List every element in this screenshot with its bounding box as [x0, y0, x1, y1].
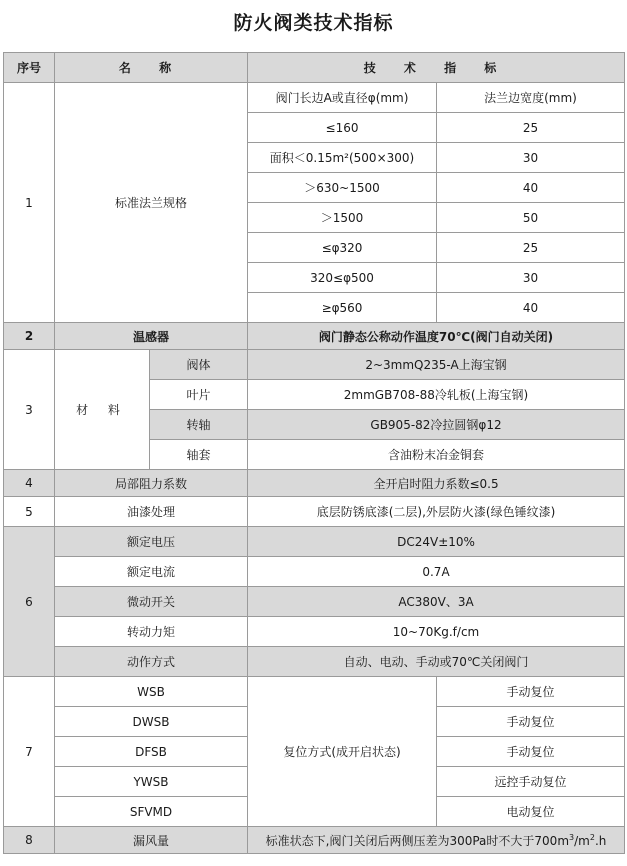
row-index: 2 — [4, 323, 55, 350]
leakage-sup-3: 3 — [569, 832, 575, 842]
leakage-sup-2: 2 — [589, 832, 595, 842]
material-part: 叶片 — [150, 380, 248, 410]
leakage-text: 标准状态下,阀门关闭后两侧压差为300Pa时不大于700m — [265, 833, 570, 848]
cell-range: 320≤φ500 — [248, 263, 437, 293]
sub-header-width: 法兰边宽度(mm) — [437, 83, 625, 113]
table-row — [4, 587, 625, 617]
material-part: 轴套 — [150, 440, 248, 470]
table-row — [4, 470, 625, 497]
header-spec: 技 术 指 标 — [248, 53, 625, 83]
material-spec: 2mmGB708-88冷轧板(上海宝钢) — [248, 380, 625, 410]
row-name: 标准法兰规格 — [55, 83, 248, 323]
row-index: 4 — [4, 470, 55, 497]
table-row — [4, 617, 625, 647]
material-part: 转轴 — [150, 410, 248, 440]
row-name: 温感器 — [55, 323, 248, 350]
cell-width: 25 — [437, 113, 625, 143]
table-row — [4, 827, 625, 854]
table-row — [4, 323, 625, 350]
reset-method: 远控手动复位 — [437, 767, 625, 797]
cell-range: ≤160 — [248, 113, 437, 143]
table-row — [4, 83, 625, 113]
row-name: 局部阻力系数 — [55, 470, 248, 497]
cell-width: 30 — [437, 143, 625, 173]
material-spec: 2~3mmQ235-A上海宝钢 — [248, 350, 625, 380]
cell-range: ≥φ560 — [248, 293, 437, 323]
electrical-name: 动作方式 — [55, 647, 248, 677]
model-code: DWSB — [55, 707, 248, 737]
reset-method: 手动复位 — [437, 707, 625, 737]
model-code: YWSB — [55, 767, 248, 797]
model-code: WSB — [55, 677, 248, 707]
cell-width: 40 — [437, 173, 625, 203]
table-row — [4, 647, 625, 677]
electrical-name: 微动开关 — [55, 587, 248, 617]
electrical-name: 转动力矩 — [55, 617, 248, 647]
row-spec — [248, 827, 625, 854]
spec-table — [3, 52, 625, 854]
model-code: DFSB — [55, 737, 248, 767]
row-index: 5 — [4, 497, 55, 527]
electrical-spec: 10~70Kg.f/cm — [248, 617, 625, 647]
row-index: 6 — [4, 527, 55, 677]
reset-method: 电动复位 — [437, 797, 625, 827]
row-index: 8 — [4, 827, 55, 854]
cell-width: 40 — [437, 293, 625, 323]
sub-header-size: 阀门长边A或直径φ(mm) — [248, 83, 437, 113]
material-part: 阀体 — [150, 350, 248, 380]
row-name: 材 料 — [55, 350, 150, 470]
row-index: 1 — [4, 83, 55, 323]
electrical-spec: DC24V±10% — [248, 527, 625, 557]
cell-range: ＞1500 — [248, 203, 437, 233]
document-title: 防火阀类技术指标 — [233, 12, 394, 34]
material-spec: 含油粉末冶金铜套 — [248, 440, 625, 470]
row-index: 3 — [4, 350, 55, 470]
row-spec: 底层防锈底漆(二层),外层防火漆(绿色锤纹漆) — [248, 497, 625, 527]
material-spec: GB905-82冷拉圆钢φ12 — [248, 410, 625, 440]
cell-range: ≤φ320 — [248, 233, 437, 263]
reset-mode-label: 复位方式(成开启状态) — [248, 677, 437, 827]
reset-method: 手动复位 — [437, 737, 625, 767]
leakage-end: .h — [594, 833, 607, 848]
electrical-name: 额定电压 — [55, 527, 248, 557]
electrical-spec: 自动、电动、手动或70℃关闭阀门 — [248, 647, 625, 677]
header-name: 名 称 — [55, 53, 248, 83]
electrical-spec: AC380V、3A — [248, 587, 625, 617]
row-index: 7 — [4, 677, 55, 827]
reset-method: 手动复位 — [437, 677, 625, 707]
cell-range: ＞630~1500 — [248, 173, 437, 203]
electrical-name: 额定电流 — [55, 557, 248, 587]
header-index: 序号 — [4, 53, 55, 83]
row-name: 油漆处理 — [55, 497, 248, 527]
cell-width: 30 — [437, 263, 625, 293]
row-name: 漏风量 — [55, 827, 248, 854]
row-spec: 全开启时阻力系数≤0.5 — [248, 470, 625, 497]
table-row — [4, 677, 625, 707]
cell-range: 面积＜0.15m²(500×300) — [248, 143, 437, 173]
model-code: SFVMD — [55, 797, 248, 827]
cell-width: 25 — [437, 233, 625, 263]
table-row — [4, 497, 625, 527]
leakage-unit: /m — [574, 833, 590, 848]
cell-width: 50 — [437, 203, 625, 233]
table-header-row — [4, 53, 625, 83]
table-row — [4, 527, 625, 557]
row-spec: 阀门静态公称动作温度70℃(阀门自动关闭) — [248, 323, 625, 350]
table-row — [4, 557, 625, 587]
electrical-spec: 0.7A — [248, 557, 625, 587]
table-row — [4, 350, 625, 380]
